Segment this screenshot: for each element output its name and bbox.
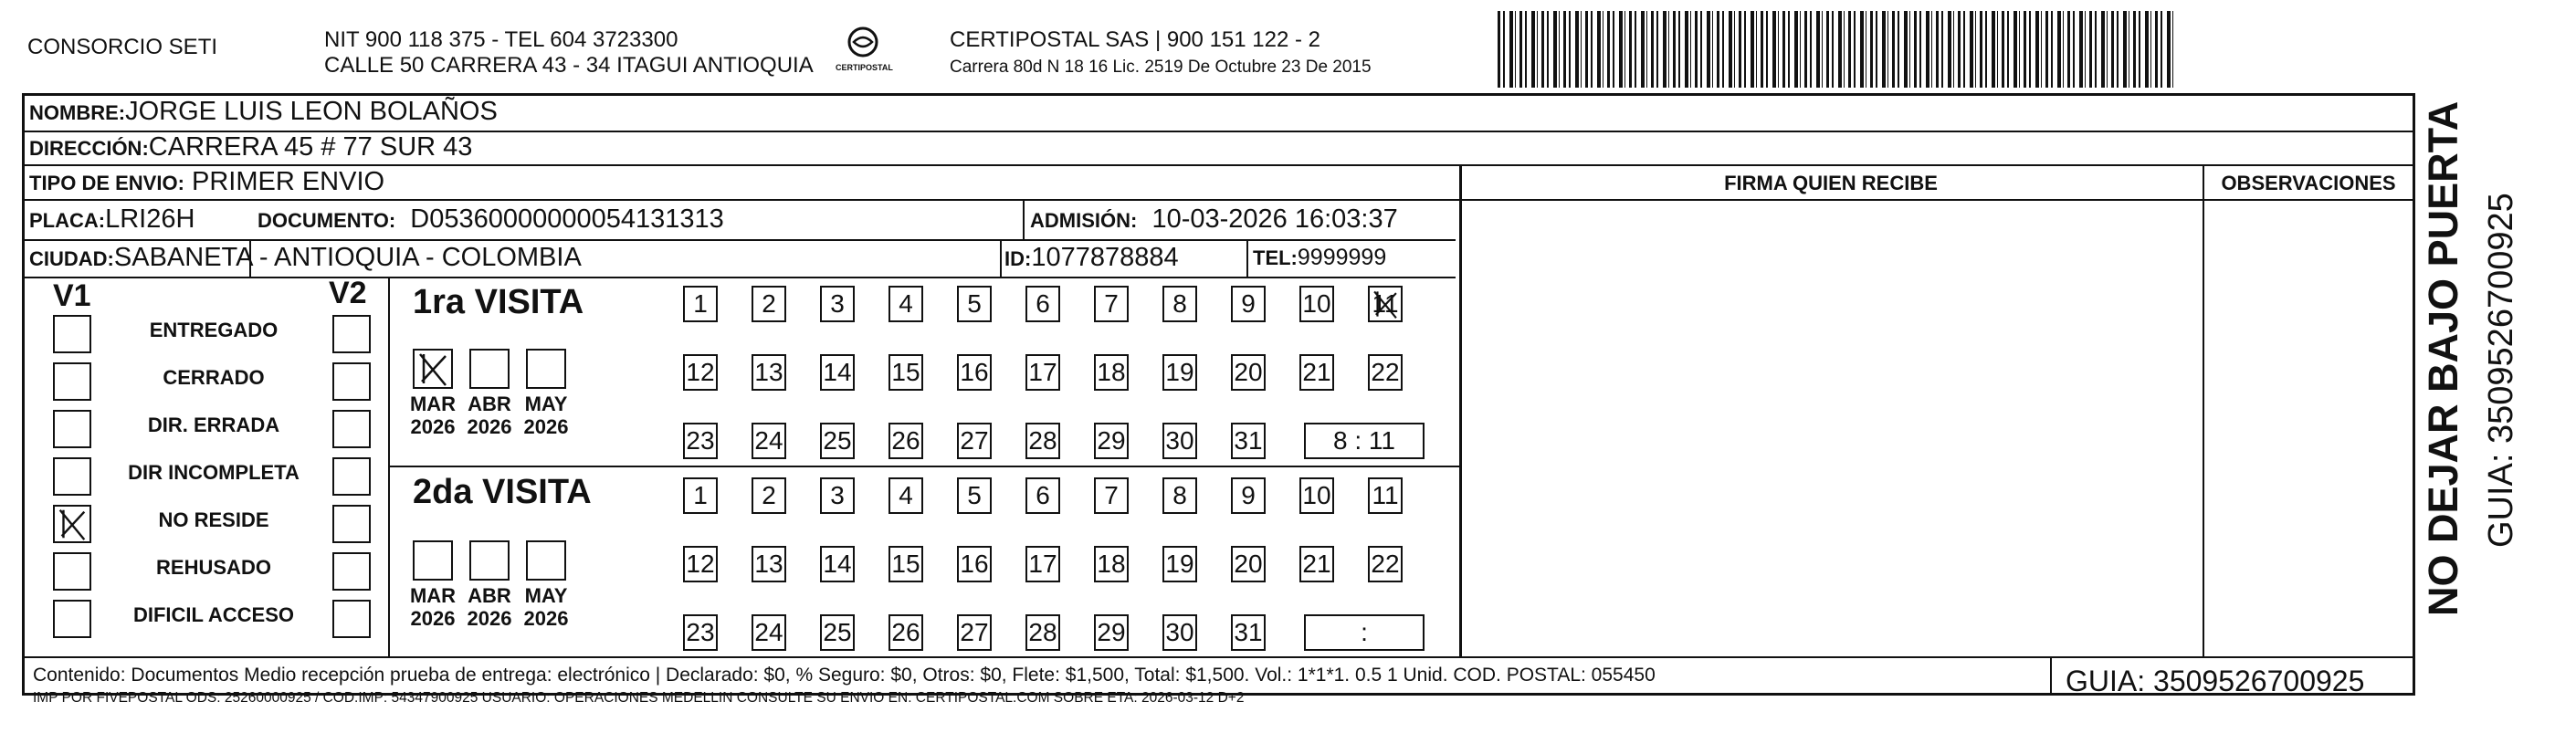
day-box[interactable]: 2 (752, 477, 786, 514)
month-checkbox[interactable] (526, 349, 566, 389)
day-box[interactable]: 13 (752, 546, 786, 582)
logo-text: CERTIPOSTAL (836, 63, 893, 72)
day-box[interactable]: 12 (683, 546, 718, 582)
day-box[interactable]: 12 (683, 354, 718, 391)
day-box[interactable]: 5 (957, 477, 992, 514)
day-box[interactable]: 23 (683, 614, 718, 651)
carrier-line: CERTIPOSTAL SAS | 900 151 122 - 2 (950, 27, 1320, 52)
day-box[interactable]: 2 (752, 286, 786, 322)
certipostal-logo (836, 26, 893, 80)
day-box[interactable]: 29 (1094, 614, 1129, 651)
company-name: CONSORCIO SETI (27, 35, 218, 59)
admision-value: 10-03-2026 16:03:37 (1151, 204, 1398, 234)
day-box[interactable]: 26 (888, 423, 923, 459)
day-box[interactable]: 4 (888, 477, 923, 514)
day-box[interactable]: 15 (888, 546, 923, 582)
month-checkbox[interactable] (526, 540, 566, 581)
nit-line: NIT 900 118 375 - TEL 604 3723300 (324, 27, 678, 52)
direccion-value: CARRERA 45 # 77 SUR 43 (148, 132, 473, 162)
day-box[interactable]: 5 (957, 286, 992, 322)
time-box[interactable]: : (1304, 614, 1425, 651)
day-box[interactable]: 31 (1231, 614, 1266, 651)
v2-checkbox[interactable] (332, 315, 371, 353)
admision-field: ADMISIÓN: 10-03-2026 16:03:37 (1030, 204, 1398, 234)
license-line: Carrera 80d N 18 16 Lic. 2519 De Octubre 23 De 2015 (950, 58, 1372, 77)
day-box[interactable]: 8 (1162, 477, 1197, 514)
first-visit-title: 1ra VISITA (413, 283, 584, 321)
day-box[interactable]: 25 (820, 423, 855, 459)
day-box[interactable]: 26 (888, 614, 923, 651)
day-box[interactable]: 8 (1162, 286, 1197, 322)
day-box[interactable]: 7 (1094, 477, 1129, 514)
no-dejar-bajo-puerta: NO DEJAR BAJO PUERTA (2420, 100, 2466, 616)
imp-line: IMP POR FIVEPOSTAL ODS: 25260000925 / COD.IMP: 54347900925 USUARIO: OPERACIONES MEDELLIN CONSULTE SU ENVIO EN: CERTIPOSTAL.COM SOBRE ETA: 2026-03-12 D+2 (33, 690, 1245, 706)
month-checkbox-checked[interactable] (413, 349, 453, 389)
v2-checkbox[interactable] (332, 362, 371, 401)
day-box[interactable]: 6 (1025, 477, 1060, 514)
guia-sidebar: GUIA: 3509526700925 (2482, 193, 2520, 548)
ciudad-value: SABANETA - ANTIOQUIA - COLOMBIA (113, 243, 582, 272)
month-label: ABR 2026 (467, 393, 512, 438)
status-label-item: NO RESIDE (158, 508, 269, 531)
v1-checkbox[interactable] (53, 410, 91, 448)
day-box[interactable]: 1 (683, 286, 718, 322)
day-box[interactable]: 17 (1025, 546, 1060, 582)
day-box[interactable]: 3 (820, 477, 855, 514)
v1-checkbox[interactable] (53, 600, 91, 638)
month-label: MAY 2026 (523, 393, 569, 438)
tipo-envio-field: TIPO DE ENVIO: PRIMER ENVIO (29, 167, 385, 196)
ciudad-field: CIUDAD:SABANETA - ANTIOQUIA - COLOMBIA (29, 243, 582, 272)
day-box[interactable]: 31 (1231, 423, 1266, 459)
status-label-item: ENTREGADO (149, 319, 279, 341)
day-box[interactable]: 4 (888, 286, 923, 322)
day-box[interactable]: 17 (1025, 354, 1060, 391)
certipostal-logo-icon (846, 26, 879, 58)
v2-checkbox[interactable] (332, 600, 371, 638)
day-box[interactable]: 29 (1094, 423, 1129, 459)
day-box[interactable]: 23 (683, 423, 718, 459)
day-box[interactable]: 16 (957, 546, 992, 582)
status-label-item: CERRADO (163, 366, 265, 389)
month-label: MAR 2026 (409, 584, 457, 630)
day-box[interactable]: 24 (752, 423, 786, 459)
status-label-item: DIFICIL ACCESO (132, 603, 294, 626)
firma-header: FIRMA QUIEN RECIBE (1724, 172, 1938, 194)
day-box[interactable]: 10 (1299, 286, 1334, 322)
day-box[interactable]: 9 (1231, 477, 1266, 514)
guia-footer: GUIA: 3509526700925 (2066, 665, 2365, 697)
v1-label: V1 (53, 278, 91, 313)
second-visit-title: 2da VISITA (413, 473, 592, 511)
address-line: CALLE 50 CARRERA 43 - 34 ITAGUI ANTIOQUIA (324, 53, 814, 78)
v2-checkbox[interactable] (332, 505, 371, 543)
day-box[interactable]: 27 (957, 423, 992, 459)
day-box[interactable]: 11 (1368, 477, 1403, 514)
day-box[interactable]: 14 (820, 354, 855, 391)
v2-checkbox[interactable] (332, 457, 371, 496)
day-box[interactable]: 19 (1162, 354, 1197, 391)
day-box[interactable]: 20 (1231, 354, 1266, 391)
nombre-field: NOMBRE:JORGE LUIS LEON BOLAÑOS (29, 97, 498, 126)
observaciones-header: OBSERVACIONES (2221, 172, 2396, 194)
day-box[interactable]: 22 (1368, 546, 1403, 582)
time-box[interactable]: 8 : 11 (1304, 423, 1425, 459)
id-field: ID:1077878884 (1004, 243, 1179, 272)
v2-checkbox[interactable] (332, 552, 371, 591)
v1-checkbox[interactable] (53, 315, 91, 353)
firma-area[interactable] (1463, 203, 2201, 655)
nombre-value: JORGE LUIS LEON BOLAÑOS (125, 97, 498, 126)
placa-field: PLACA:LRI26H (29, 204, 195, 234)
v2-label: V2 (329, 276, 367, 310)
day-box[interactable]: 1 (683, 477, 718, 514)
day-box[interactable]: 28 (1025, 423, 1060, 459)
status-label-item: REHUSADO (156, 556, 271, 579)
month-label: MAY 2026 (523, 584, 569, 630)
tipo-envio-value: PRIMER ENVIO (191, 167, 385, 196)
month-checkbox[interactable] (469, 540, 510, 581)
contenido-line: Contenido: Documentos Medio recepción prueba de entrega: electrónico | Declarado: $0, % Seguro: $0, Otros: $0, Flete: $1,500, Total: $1,500. Vol.: 1*1*1. 0.5 1 Unid. COD. POSTAL: 055450 (33, 665, 1656, 686)
v1-checkbox[interactable] (53, 362, 91, 401)
barcode (1498, 11, 2173, 88)
day-box[interactable]: 15 (888, 354, 923, 391)
observaciones-area[interactable] (2206, 203, 2411, 655)
v1-checkbox-checked[interactable] (53, 505, 91, 543)
day-box[interactable]: 20 (1231, 546, 1266, 582)
documento-value: D05360000000054131313 (410, 204, 724, 234)
v2-checkbox[interactable] (332, 410, 371, 448)
month-label: MAR 2026 (409, 393, 457, 438)
day-box[interactable]: 30 (1162, 423, 1197, 459)
tel-field: TEL:9999999 (1253, 245, 1387, 270)
status-label-item: DIR. ERRADA (147, 414, 280, 436)
day-box[interactable]: 18 (1094, 546, 1129, 582)
id-value: 1077878884 (1031, 243, 1179, 272)
day-box[interactable]: 30 (1162, 614, 1197, 651)
day-box[interactable]: 7 (1094, 286, 1129, 322)
day-box[interactable]: 21 (1299, 354, 1334, 391)
month-checkbox[interactable] (469, 349, 510, 389)
day-box[interactable]: 18 (1094, 354, 1129, 391)
documento-field: DOCUMENTO: D05360000000054131313 (258, 204, 724, 234)
day-box[interactable]: 14 (820, 546, 855, 582)
tel-value: 9999999 (1297, 245, 1387, 270)
month-label: ABR 2026 (467, 584, 512, 630)
day-box[interactable]: 21 (1299, 546, 1334, 582)
status-label-item: DIR INCOMPLETA (128, 461, 300, 484)
day-box[interactable]: 10 (1299, 477, 1334, 514)
day-box[interactable]: 13 (752, 354, 786, 391)
direccion-field: DIRECCIÓN:CARRERA 45 # 77 SUR 43 (29, 132, 473, 162)
day-box[interactable]: 24 (752, 614, 786, 651)
v1-checkbox[interactable] (53, 552, 91, 591)
day-box[interactable]: 27 (957, 614, 992, 651)
day-box-crossed[interactable]: 11 (1368, 286, 1403, 322)
day-box[interactable]: 9 (1231, 286, 1266, 322)
day-box[interactable]: 28 (1025, 614, 1060, 651)
day-box[interactable]: 19 (1162, 546, 1197, 582)
day-box[interactable]: 25 (820, 614, 855, 651)
day-box[interactable]: 3 (820, 286, 855, 322)
placa-value: LRI26H (105, 204, 195, 234)
v1-checkbox[interactable] (53, 457, 91, 496)
day-box[interactable]: 6 (1025, 286, 1060, 322)
month-checkbox[interactable] (413, 540, 453, 581)
day-box[interactable]: 22 (1368, 354, 1403, 391)
day-box[interactable]: 16 (957, 354, 992, 391)
